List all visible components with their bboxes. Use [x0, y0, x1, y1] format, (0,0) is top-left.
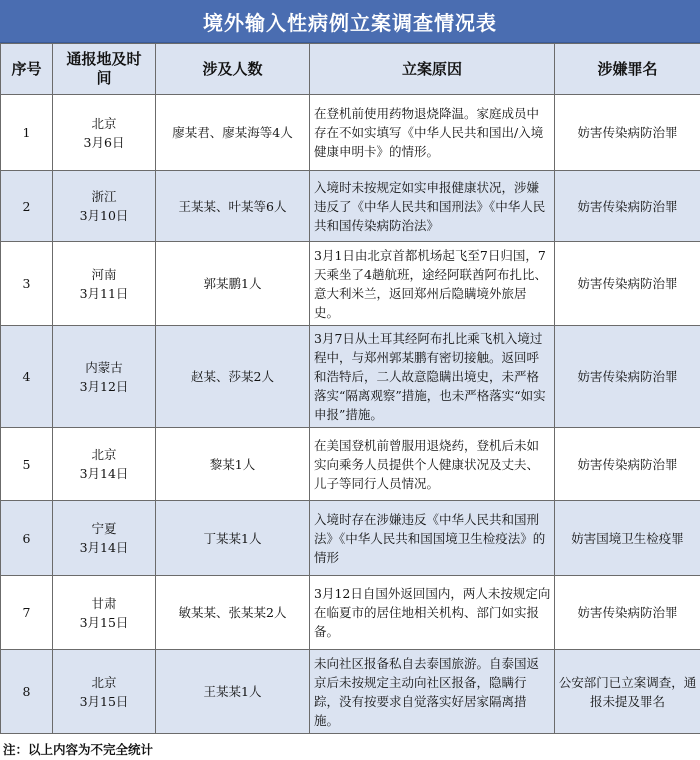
table-row — [1, 95, 700, 171]
header-reason: 立案原因 — [310, 44, 555, 95]
row-no: 1 — [1, 95, 53, 171]
header-place-time: 通报地及时间 — [53, 44, 156, 95]
header-charge: 涉嫌罪名 — [555, 44, 700, 95]
row-no: 8 — [1, 650, 53, 734]
row-reason: 入境时存在涉嫌违反《中华人民共和国刑法》《中华人民共和国国境卫生检疫法》的情形 — [310, 501, 555, 576]
row-people: 王某某、叶某等6人 — [156, 171, 310, 242]
row-charge: 妨害传染病防治罪 — [555, 95, 700, 171]
row-no: 6 — [1, 501, 53, 576]
row-charge: 公安部门已立案调查，通报未提及罪名 — [555, 650, 700, 734]
row-date: 3月15日 — [79, 614, 129, 630]
table-row — [1, 650, 700, 734]
row-reason: 未向社区报备私自去泰国旅游。自泰国返京后未按规定主动向社区报备，隐瞒行踪，没有按要求自觉落实好居家隔离措施。 — [310, 650, 555, 734]
table-row — [1, 171, 700, 242]
case-table — [0, 43, 700, 734]
table-row — [1, 428, 700, 501]
row-charge: 妨害传染病防治罪 — [555, 326, 700, 428]
row-no: 4 — [1, 326, 53, 428]
row-date: 3月6日 — [83, 134, 125, 150]
row-reason: 3月7日从土耳其经阿布扎比乘飞机入境过程中，与郑州郭某鹏有密切接触。返回呼和浩特后，二人故意隐瞒出境史，未严格落实“隔离观察”措施，也未严格落实“如实申报”措施。 — [310, 326, 555, 428]
table-row — [1, 242, 700, 326]
row-date: 3月15日 — [79, 693, 129, 709]
table-title: 境外输入性病例立案调查情况表 — [0, 0, 700, 43]
table-row — [1, 501, 700, 576]
row-place-time — [53, 576, 156, 650]
row-people: 廖某君、廖某海等4人 — [156, 95, 310, 171]
row-reason: 3月12日自国外返回国内，两人未按规定向在临夏市的居住地相关机构、部门如实报备。 — [310, 576, 555, 650]
footnote: 注：以上内容为不完全统计 — [3, 742, 154, 757]
row-charge: 妨害国境卫生检疫罪 — [555, 501, 700, 576]
row-place: 浙江 — [91, 189, 117, 204]
row-no: 7 — [1, 576, 53, 650]
row-charge: 妨害传染病防治罪 — [555, 428, 700, 501]
row-place-time — [53, 171, 156, 242]
row-place: 内蒙古 — [85, 359, 123, 375]
row-people: 郭某鹏1人 — [156, 242, 310, 326]
row-place: 北京 — [91, 674, 117, 690]
row-people: 赵某、莎某2人 — [156, 326, 310, 428]
row-reason: 在美国登机前曾服用退烧药，登机后未如实向乘务人员提供个人健康状况及丈夫、儿子等同行人员情况。 — [310, 428, 555, 501]
row-place-time — [53, 326, 156, 428]
row-place-time — [53, 95, 156, 171]
header-row — [1, 44, 700, 95]
row-place: 北京 — [91, 115, 117, 131]
row-charge: 妨害传染病防治罪 — [555, 171, 700, 242]
row-charge: 妨害传染病防治罪 — [555, 242, 700, 326]
row-date: 3月12日 — [79, 378, 129, 394]
row-people: 丁某某1人 — [156, 501, 310, 576]
row-no: 3 — [1, 242, 53, 326]
row-place-time — [53, 650, 156, 734]
row-no: 5 — [1, 428, 53, 501]
row-reason: 3月1日由北京首都机场起飞至7日归国，7天乘坐了4趟航班，途经阿联酋阿布扎比、意大利米兰，返回郑州后隐瞒境外旅居史。 — [310, 242, 555, 326]
row-place: 河南 — [91, 266, 117, 282]
row-people: 敏某某、张某某2人 — [156, 576, 310, 650]
row-place-time — [53, 428, 156, 501]
row-place: 甘肃 — [91, 595, 117, 611]
row-people: 王某某1人 — [156, 650, 310, 734]
row-reason: 入境时未按规定如实申报健康状况，涉嫌违反了《中华人民共和国刑法》《中华人民共和国传染病防治法》 — [310, 171, 555, 242]
row-date: 3月10日 — [79, 208, 129, 223]
row-place: 宁夏 — [91, 521, 117, 536]
row-people: 黎某1人 — [156, 428, 310, 501]
row-place: 北京 — [91, 447, 117, 462]
table-row — [1, 326, 700, 428]
row-no: 2 — [1, 171, 53, 242]
table-row — [1, 576, 700, 650]
row-place-time — [53, 501, 156, 576]
header-people: 涉及人数 — [156, 44, 310, 95]
row-date: 3月14日 — [79, 466, 129, 481]
header-no: 序号 — [1, 44, 53, 95]
row-place-time — [53, 242, 156, 326]
row-date: 3月14日 — [79, 540, 129, 555]
row-charge: 妨害传染病防治罪 — [555, 576, 700, 650]
row-reason: 在登机前使用药物退烧降温。家庭成员中存在不如实填写《中华人民共和国出/入境健康申明卡》的情形。 — [310, 95, 555, 171]
row-date: 3月11日 — [79, 285, 129, 301]
